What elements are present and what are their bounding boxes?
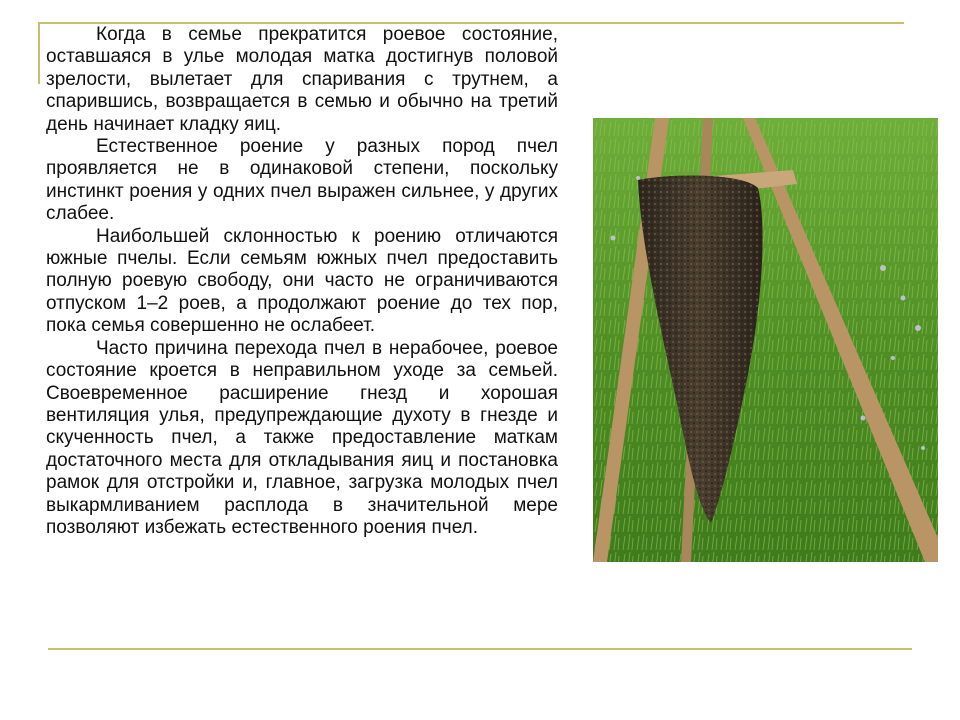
paragraph-3: Наибольшей склонностью к роению отличаются южные пчелы. Если семьям южных пчел предоставить полную роевую свободу, они часто не ограничиваются отпуском 1–2 роев, а продолжают роение до тех пор, пока семья совершенно не ослабеет. [46, 225, 558, 337]
left-rule [38, 22, 40, 84]
text-column [46, 24, 558, 539]
bottom-rule [48, 648, 912, 650]
bee-swarm-photo [593, 118, 938, 562]
paragraph-2: Естественное роение у разных пород пчел проявляется не в одинаковой степени, поскольку инстинкт роения у одних пчел выражен сильнее, у других слабее. [46, 136, 558, 225]
paragraph-4: Часто причина перехода пчел в нерабочее, роевое состояние кроется в неправильном уходе за семьей. Своевременное расширение гнезд и хорошая вентиляция улья, предупреждающие духоту в гнезде и скученность пчел, а также предоставление маткам достаточного места для откладывания яиц и постановка рамок для отстройки и, главное, загрузка молодых пчел выкармливанием расплода в значительной мере позволяют избежать естественного роения пчел. [46, 337, 558, 538]
bee-swarm-illustration [593, 118, 938, 562]
paragraph-1: Когда в семье прекратится роевое состояние, оставшаяся в улье молодая матка достигнув половой зрелости, вылетает для спаривания с трутнем, а спарившись, возвращается в семью и обычно на третий день начинает кладку яиц. [46, 24, 558, 135]
